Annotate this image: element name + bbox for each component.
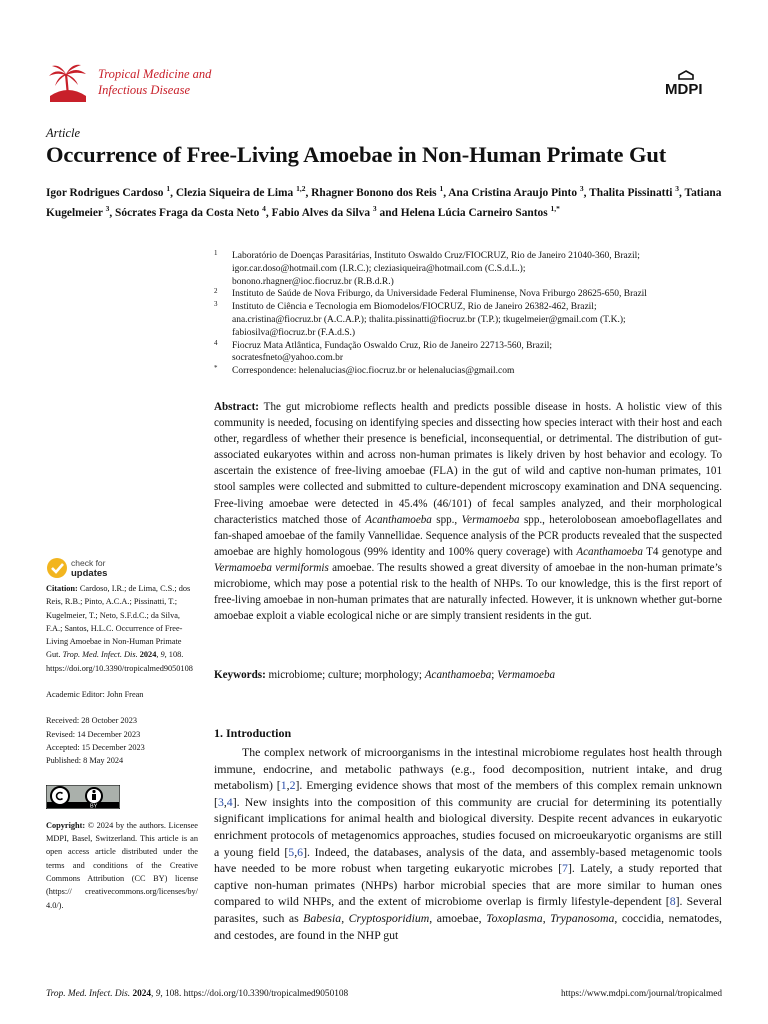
check-updates-icon — [46, 556, 126, 580]
journal-palm-logo — [46, 62, 90, 102]
affiliation-line: Instituto de Ciência e Tecnologia em Biomodelos/FIOCRUZ, Rio de Janeiro 26382-462, Brazil; — [232, 302, 597, 313]
affiliation-item — [214, 340, 734, 366]
author-name: Helena Lúcia Carneiro Santos — [400, 206, 548, 219]
text-run: , — [156, 650, 161, 660]
author-list: Igor Rodrigues Cardoso $^1$, Clezia Siqueira de Lima $^{1,2}$, Rhagner Bonono dos Reis $^1$, Ana Cristina Araujo Pinto $^3$, Thalita Pissinatti $^3$, Tatiana Kugelmeier $^3$, Sócrates Fraga da Costa Neto $^4$, Fabio Alves da Silva $^3$ and Helena Lúcia Carneiro Santos $^{1,*}$ — [46, 184, 722, 219]
affiliation-marker: 4 — [214, 338, 218, 347]
text-run: , — [341, 910, 349, 925]
author-name: Igor Rodrigues Cardoso — [46, 186, 164, 199]
updates-text: updates — [71, 568, 108, 579]
author-affiliation-marker: 1,* — [550, 203, 560, 213]
keywords-text — [266, 669, 555, 681]
article-type: Article — [46, 126, 81, 140]
affiliation-marker: 3 — [214, 300, 218, 309]
author-name: Sócrates Fraga da Costa Neto — [115, 206, 260, 219]
affiliation-line: bonono.rhagner@ioc.fiocruz.br (R.B.d.R.) — [232, 276, 394, 287]
footer-volume: 9 — [155, 989, 161, 999]
affiliation-line: Fiocruz Mata Atlântica, Fundação Oswaldo Cruz, Rio de Janeiro 22713-560, Brazil; — [232, 340, 553, 351]
cc-by-license-icon[interactable] — [46, 785, 120, 809]
author-conjunction: and — [379, 206, 398, 219]
author-name: Tatiana Kugelmeier — [46, 186, 722, 219]
author-name: Fabio Alves da Silva — [271, 206, 371, 219]
received-date: Received: 28 October 2023 — [46, 716, 138, 726]
academic-editor: Academic Editor: John Frean — [46, 690, 144, 700]
text-run: The gut microbiome reflects health and predicts possible disease in hosts. A holistic view of this community is needed, focusing on identifying species and dissecting how species interact with their host and each other, regardless of whether their presence is beneficial, inconsequential, or detrimental. The distribution of gut-associated eukaryotes within and across non-human primates is likely driven by host behavior and ecology. To ascertain the existence of free-living amoebae (FLA) in the gut of wild and captive non-human primates, 101 stool samples were collected and submitted to culture-dependent microscopy examination and DNA sequencing. Free-living amoebae were detected in 45.4% (46/101) of fecal samples analyzed, and their morphological characteristics matched those of — [214, 401, 722, 526]
text-run: , — [294, 844, 298, 859]
footer-doi[interactable]: , 108. https://doi.org/10.3390/tropicalmed9050108 — [160, 989, 349, 999]
footer-journal-abbrev: Trop. Med. Infect. Dis. — [46, 989, 131, 999]
author-affiliation-marker: 3 — [579, 184, 584, 193]
copyright-text: © 2024 by the authors. Licensee MDPI, Basel, Switzerland. This article is an open access article distributed under the terms and conditions of the Creative Commons Attribution (CC BY) license (https:// creativecommons.org/licenses/by/ 4.0/). — [46, 820, 198, 910]
article-title: Occurrence of Free-Living Amoebae in Non-Human Primate Gut — [46, 142, 667, 167]
text-run: microbiome; culture; morphology; — [265, 669, 425, 681]
footer-year: 2024 — [132, 989, 152, 999]
text-run: T4 genotype and — [642, 545, 722, 558]
text-run: The complex network of microorganisms in the intestinal microbiome regulates host health through immune, endocrine, and metabolic pathways (e.g., food decomposition, nutrient intake, and drug metabolism) [ — [214, 745, 722, 793]
affiliation-line: ana.cristina@fiocruz.br (A.C.A.P.); thalita.pissinatti@fiocruz.br (T.P.); tkugelmeier@gmail.com (T.K.); — [232, 314, 626, 325]
italic-term: Acanthamoeba — [576, 545, 643, 558]
published-date: Published: 8 May 2024 — [46, 756, 124, 766]
citation-ref-link[interactable]: 7 — [562, 861, 568, 876]
affiliation-line: fabiosilva@fiocruz.br (F.A.d.S.) — [232, 327, 356, 338]
affiliation-marker: 1 — [214, 249, 218, 257]
text-run: ]. Several parasites, such as — [214, 894, 722, 925]
journal-name-line-2: Infectious Disease — [98, 82, 190, 97]
affiliation-line: igor.car.doso@hotmail.com (I.R.C.); cleziasiqueira@hotmail.com (C.S.d.L.); — [232, 263, 526, 274]
text-run: ]. Indeed, the databases, analysis of the data, and assembly-based metagenomic tools have needed to be more robust when targeting eukaryotic microbes [ — [214, 844, 723, 876]
keywords — [214, 667, 722, 683]
journal-name — [98, 67, 211, 98]
author-name: Thalita Pissinatti — [589, 186, 673, 199]
affiliation-item — [214, 365, 734, 378]
text-run: ]. Lately, a study reported that captive non-human primates (NHPs) harbor microbial species that are more similar to human ones compared to wild NHPs, and the extent of microbiome overlap is firmly lifestyle-dependent [ — [214, 861, 722, 909]
citation-ref-link[interactable]: 2 — [289, 778, 296, 793]
citation — [46, 582, 198, 675]
text-run: Cardoso, I.R.; de Lima, C.S.; dos Reis, R.B.; Pinto, A.C.A.; Pissinatti, T.; Kugelmeier, T.; Neto, S.F.d.C.; da Silva, F.A.; Santos, H.L.C. Occurrence of Free-Living Amoebae in Non-Human Primate Gut. — [46, 584, 191, 660]
italic-term: Vermamoeba — [497, 669, 556, 681]
copyright — [46, 819, 198, 912]
author-name: Ana Cristina Araujo Pinto — [448, 186, 578, 199]
italic-term: Acanthamoeba — [365, 513, 432, 526]
check-for-text: check for — [71, 558, 106, 568]
affiliation-marker: 2 — [214, 287, 218, 296]
text-run: spp., heterolobosean amoeboflagellates and fan-shaped amoebae of the family Vannellidae. Sequence analysis of the PCR products revealed that the suspected amoebae are highly homologous (99% identity and 100% query coverage) with — [214, 513, 722, 558]
citation-label: Citation: — [46, 584, 78, 593]
author-affiliation-marker: 3 — [372, 203, 377, 213]
mdpi-logo — [664, 70, 720, 100]
author-affiliation-marker: 1,2 — [296, 184, 306, 193]
affiliation-item — [214, 301, 734, 339]
text-run: , — [542, 910, 551, 925]
accepted-date: Accepted: 15 December 2023 — [46, 742, 145, 752]
keywords-label: Keywords: — [214, 669, 266, 681]
affiliation-line: Instituto de Saúde de Nova Friburgo, da Universidade Federal Fluminense, Nova Friburgo 28625-650, Brazil — [232, 289, 647, 300]
abstract-label: Abstract: — [214, 401, 259, 413]
author-affiliation-marker: 4 — [262, 203, 266, 213]
footer-journal-url[interactable]: https://www.mdpi.com/journal/tropicalmed — [560, 989, 722, 999]
citation-ref-link[interactable]: 5 — [288, 844, 295, 859]
introduction-paragraph — [214, 744, 722, 943]
journal-name-line-1: Tropical Medicine and — [98, 67, 212, 81]
text-run: ; — [491, 669, 498, 681]
text-run: ]. New insights into the composition of this community are crucial for determining its potentially significant implications for animal health and biological diversity. Despite recent advances in eukaryotic enrichment protocols of metagenomics approaches, studies focused on microeukaryotic organisms are still a young field [ — [214, 794, 722, 859]
affiliation-line: Correspondence: helenalucias@ioc.fiocruz.br or helenalucias@gmail.com — [232, 366, 515, 377]
citation-ref-link[interactable]: 1 — [280, 778, 287, 793]
affiliation-item — [214, 250, 734, 288]
italic-term: Toxoplasma — [486, 910, 543, 925]
affiliations — [214, 250, 734, 378]
bold-text: 2024 — [139, 650, 157, 660]
author-affiliation-marker: 1 — [166, 184, 171, 193]
author-name: Rhagner Bonono dos Reis — [311, 186, 437, 199]
citation-ref-link[interactable]: 8 — [669, 894, 676, 909]
italic-term: Cryptosporidium — [348, 910, 430, 925]
text-run: , — [286, 778, 290, 793]
abstract — [214, 399, 722, 624]
affiliation-marker: * — [214, 364, 218, 373]
author-name: Clezia Siqueira de Lima — [175, 186, 294, 199]
citation-ref-link[interactable]: 6 — [297, 844, 304, 859]
copyright-label: Copyright: — [46, 820, 86, 830]
text-run: , amoebae, — [429, 910, 487, 925]
cc-by-text: BY — [90, 803, 98, 809]
section-heading-introduction: 1. Introduction — [214, 726, 292, 740]
text-run: , — [223, 794, 227, 809]
citation-ref-link[interactable]: 4 — [226, 794, 233, 809]
italic-term: Acanthamoeba — [424, 669, 492, 681]
italic-term: 9 — [160, 650, 165, 660]
citation-text — [46, 584, 193, 673]
article-info-sidebar — [46, 582, 198, 912]
italic-term: Trop. Med. Infect. Dis. — [62, 650, 138, 660]
author-affiliation-marker: 3 — [105, 203, 110, 213]
check-for-updates-button[interactable] — [46, 556, 126, 580]
citation-ref-link[interactable]: 3 — [217, 794, 224, 809]
text-run: ]. Emerging evidence shows that most of the members of this complex remain unknown [ — [214, 778, 722, 809]
italic-term: Trypanosoma — [550, 910, 615, 925]
mdpi-logo-text: MDPI — [665, 81, 703, 98]
affiliation-line: socratesfneto@yahoo.com.br — [232, 353, 344, 364]
footer-citation: Trop. Med. Infect. Dis. 2024, 9, 108. https://doi.org/10.3390/tropicalmed9050108 — [46, 989, 349, 999]
italic-term: Vermamoeba vermiformis — [214, 561, 329, 574]
italic-term: Vermamoeba — [461, 513, 520, 526]
text-run: amoebae. The results showed a great diversity of amoebae in the non-human primate’s microbiome, which may pose a potential risk to the health of NHPs. To our knowledge, this is the first report of free-living amoebae in non-human primates that are naturally infected. However, it is unknown whether gut-borne amoebae exploit a viable ecological niche or are simply transient residents in the gut. — [214, 561, 722, 623]
author-affiliation-marker: 3 — [675, 184, 680, 193]
italic-term: Babesia — [303, 910, 342, 925]
text-run: , 108. https://doi.org/10.3390/tropicalmed9050108 — [46, 650, 193, 673]
affiliation-line: Laboratório de Doenças Parasitárias, Instituto Oswaldo Cruz/FIOCRUZ, Rio de Janeiro 21040-360, Brazil; — [232, 251, 640, 261]
text-run: , coccidia, nematodes, and cestodes, are found in the NHP gut — [214, 910, 722, 942]
affiliation-item — [214, 288, 734, 301]
abstract-text — [214, 401, 722, 622]
author-affiliation-marker: 1 — [439, 184, 444, 193]
text-run: spp., — [431, 513, 462, 526]
revised-date: Revised: 14 December 2023 — [46, 729, 141, 739]
